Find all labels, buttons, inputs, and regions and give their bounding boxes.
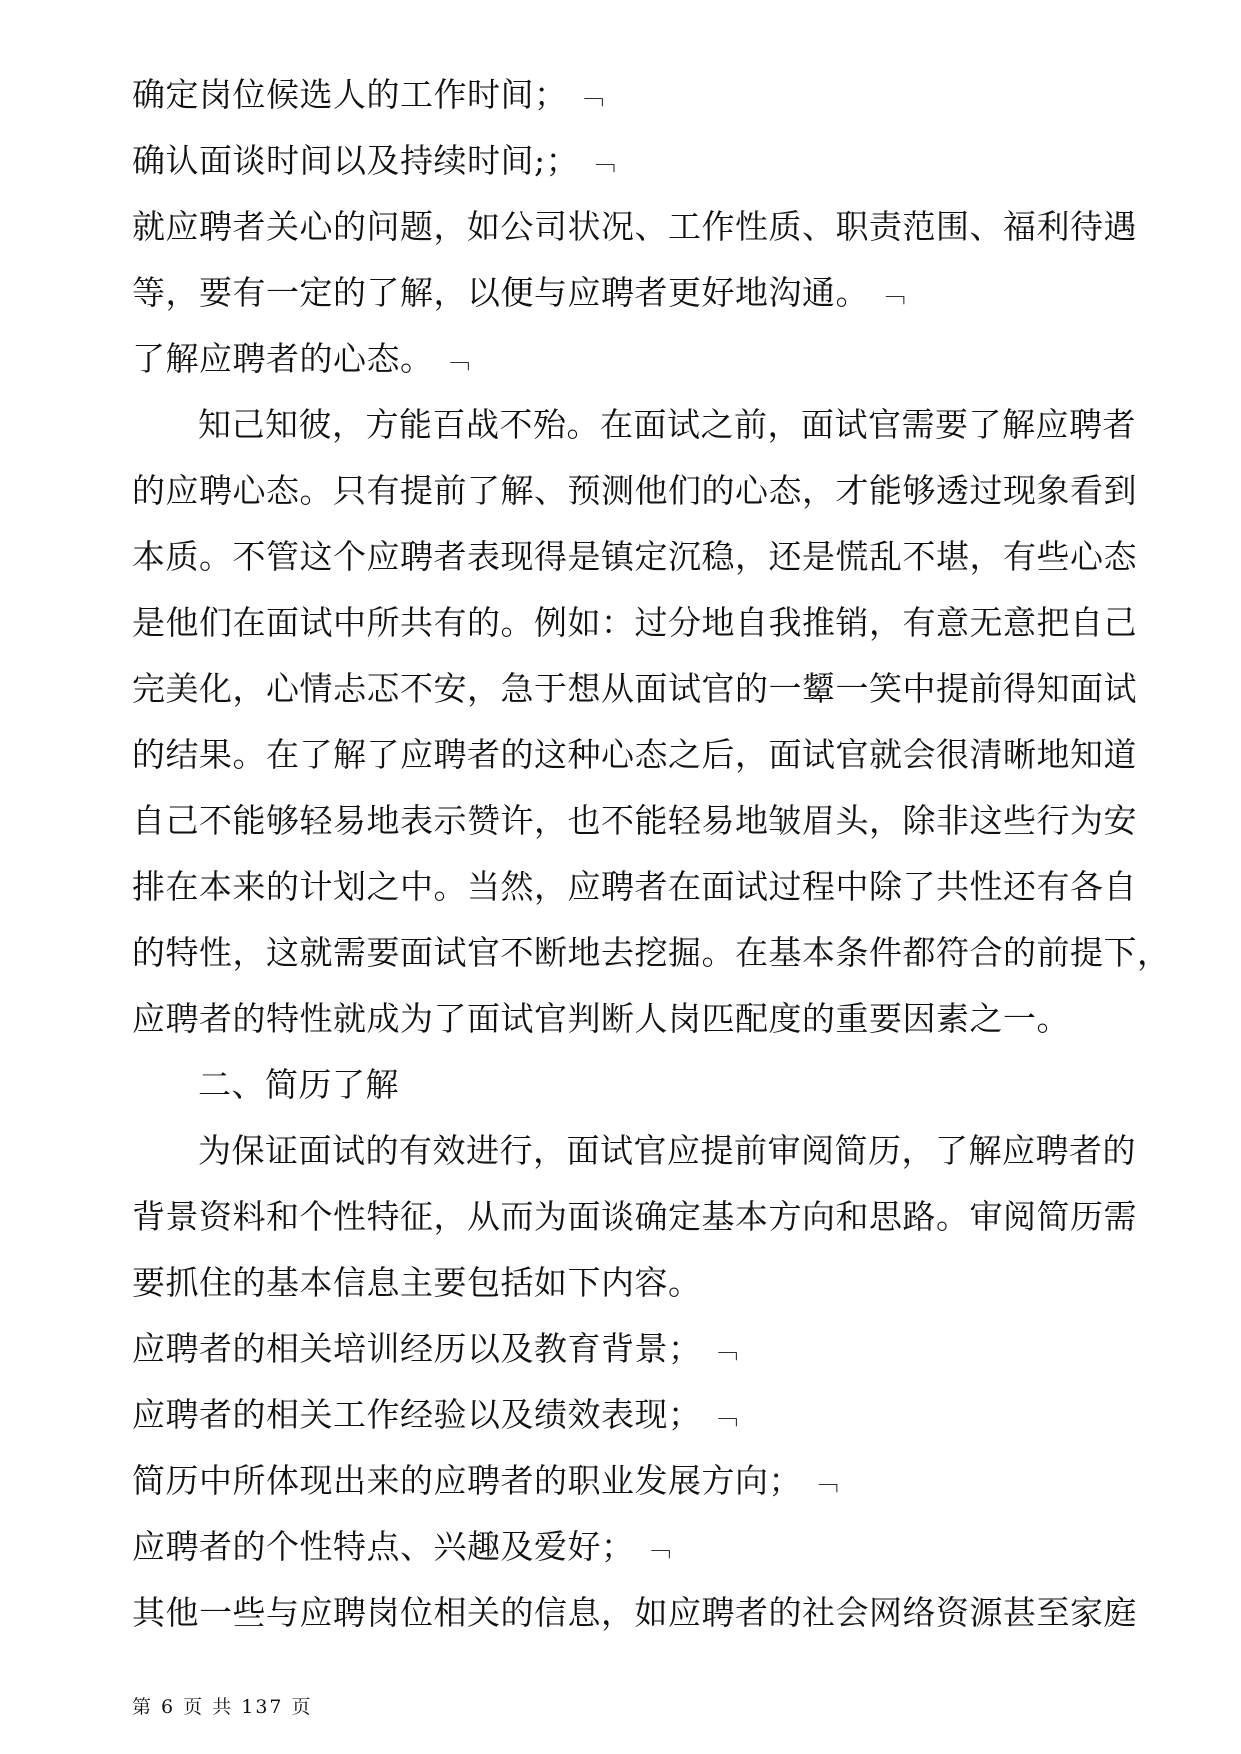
text-line: 的特性，这就需要面试官不断地去挖掘。在基本条件都符合的前提下， <box>132 933 1171 972</box>
paragraph-mark-icon: ﹁ <box>577 81 605 111</box>
paragraph-mark-icon: ﹁ <box>443 345 471 375</box>
list-item-text: 应聘者的相关培训经历以及教育背景； <box>132 1329 702 1368</box>
list-item-text: 应聘者的个性特点、兴趣及爱好； <box>132 1527 635 1566</box>
paragraph-mark-icon: ﹁ <box>644 1533 672 1563</box>
paragraph-mark-icon: ﹁ <box>589 147 616 177</box>
list-item-text: 确定岗位候选人的工作时间； <box>132 75 568 114</box>
document-body <box>132 62 1171 1646</box>
list-item <box>132 1382 1116 1448</box>
section-heading: 二、简历了解 <box>198 1065 399 1104</box>
list-item <box>132 1514 1116 1580</box>
paragraph-mark-icon: ﹁ <box>711 1401 739 1431</box>
text-line: 的结果。在了解了应聘者的这种心态之后，面试官就会很清晰地知道 <box>132 735 1137 774</box>
text-line: 完美化，心情忐忑不安，急于想从面试官的一颦一笑中提前得知面试 <box>132 669 1137 708</box>
text-line: 其他一些与应聘岗位相关的信息，如应聘者的社会网络资源甚至家庭 <box>132 1593 1137 1632</box>
list-item <box>132 260 1116 326</box>
list-item <box>132 128 1116 194</box>
paragraph-mindset <box>132 392 1171 1052</box>
list-item <box>132 62 1116 128</box>
list-item-text: 等，要有一定的了解，以便与应聘者更好地沟通。 <box>132 273 869 312</box>
page-footer: 第 6 页 共 137 页 <box>132 1696 313 1718</box>
paragraph-mark-icon: ﹁ <box>879 279 906 309</box>
list-item <box>132 1448 1116 1514</box>
text-line: 排在本来的计划之中。当然，应聘者在面试过程中除了共性还有各自 <box>132 867 1137 906</box>
text-line: 要抓住的基本信息主要包括如下内容。 <box>132 1263 702 1302</box>
text-line: 知己知彼，方能百战不殆。在面试之前，面试官需要了解应聘者 <box>198 405 1136 444</box>
text-line: 自己不能够轻易地表示赞许，也不能轻易地皱眉头，除非这些行为安 <box>132 801 1137 840</box>
text-line: 应聘者的特性就成为了面试官判断人岗匹配度的重要因素之一。 <box>132 999 1070 1038</box>
text-line: 背景资料和个性特征，从而为面谈确定基本方向和思路。审阅简历需 <box>132 1197 1137 1236</box>
list-item-text: 确认面谈时间以及持续时间;； <box>132 141 580 180</box>
paragraph-mark-icon: ﹁ <box>812 1467 839 1497</box>
text-line: 是他们在面试中所共有的。例如：过分地自我推销，有意无意把自己 <box>132 603 1137 642</box>
paragraph-mark-icon: ﹁ <box>711 1335 739 1365</box>
text-line: 本质。不管这个应聘者表现得是镇定沉稳，还是慌乱不堪，有些心态 <box>132 537 1137 576</box>
list-item-text: 应聘者的相关工作经验以及绩效表现； <box>132 1395 702 1434</box>
list-item <box>132 326 1116 392</box>
list-item <box>132 1316 1116 1382</box>
text-line: 为保证面试的有效进行，面试官应提前审阅简历，了解应聘者的 <box>198 1131 1136 1170</box>
list-item-text: 了解应聘者的心态。 <box>132 339 434 378</box>
text-line: 的应聘心态。只有提前了解、预测他们的心态，才能够透过现象看到 <box>132 471 1137 510</box>
list-item-text: 简历中所体现出来的应聘者的职业发展方向； <box>132 1461 802 1500</box>
text-line: 就应聘者关心的问题，如公司状况、工作性质、职责范围、福利待遇 <box>132 207 1137 246</box>
paragraph-resume <box>132 1118 1137 1316</box>
